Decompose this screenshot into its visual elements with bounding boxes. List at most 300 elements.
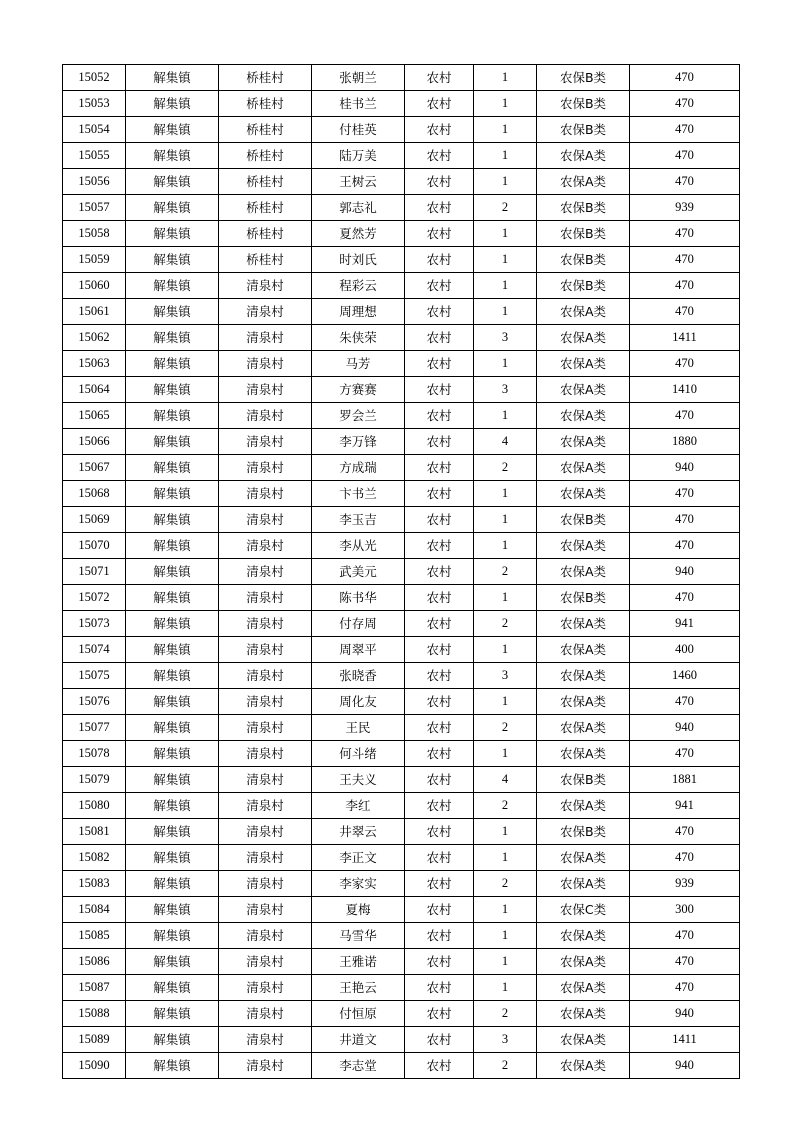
table-row <box>63 429 740 455</box>
table-cell: 470 <box>630 351 740 377</box>
table-row <box>63 689 740 715</box>
table-cell: 农保B类 <box>537 767 630 793</box>
table-cell: 解集镇 <box>126 481 219 507</box>
table-cell: 2 <box>474 455 537 481</box>
table-cell: 农村 <box>405 65 474 91</box>
table-body <box>63 65 740 1079</box>
table-cell: 农保A类 <box>537 351 630 377</box>
table-cell: 939 <box>630 871 740 897</box>
table-cell: 解集镇 <box>126 1027 219 1053</box>
table-cell: 1 <box>474 923 537 949</box>
table-cell: 470 <box>630 91 740 117</box>
table-cell: 15067 <box>63 455 126 481</box>
table-cell: 农村 <box>405 1027 474 1053</box>
table-cell: 1 <box>474 689 537 715</box>
table-cell: 15060 <box>63 273 126 299</box>
table-cell: 解集镇 <box>126 221 219 247</box>
table-cell: 清泉村 <box>219 975 312 1001</box>
table-cell: 解集镇 <box>126 65 219 91</box>
table-cell: 1410 <box>630 377 740 403</box>
table-cell: 15073 <box>63 611 126 637</box>
table-cell: 农保A类 <box>537 923 630 949</box>
table-cell: 15076 <box>63 689 126 715</box>
table-cell: 朱侠荣 <box>312 325 405 351</box>
table-cell: 农村 <box>405 169 474 195</box>
table-cell: 桥桂村 <box>219 169 312 195</box>
table-cell: 15064 <box>63 377 126 403</box>
table-cell: 470 <box>630 819 740 845</box>
table-cell: 1881 <box>630 767 740 793</box>
table-row <box>63 611 740 637</box>
table-cell: 农保A类 <box>537 1001 630 1027</box>
table-cell: 15079 <box>63 767 126 793</box>
table-cell: 解集镇 <box>126 637 219 663</box>
table-cell: 939 <box>630 195 740 221</box>
table-row <box>63 351 740 377</box>
table-row <box>63 1027 740 1053</box>
table-cell: 1 <box>474 949 537 975</box>
table-cell: 300 <box>630 897 740 923</box>
table-cell: 农村 <box>405 871 474 897</box>
table-cell: 15085 <box>63 923 126 949</box>
table-cell: 清泉村 <box>219 949 312 975</box>
table-cell: 940 <box>630 455 740 481</box>
table-cell: 农村 <box>405 559 474 585</box>
table-cell: 农村 <box>405 273 474 299</box>
table-row <box>63 221 740 247</box>
table-row <box>63 585 740 611</box>
table-cell: 农村 <box>405 1001 474 1027</box>
table-cell: 470 <box>630 143 740 169</box>
table-cell: 15061 <box>63 299 126 325</box>
table-cell: 郭志礼 <box>312 195 405 221</box>
table-cell: 何斗绪 <box>312 741 405 767</box>
table-row <box>63 117 740 143</box>
table-cell: 清泉村 <box>219 611 312 637</box>
table-cell: 清泉村 <box>219 1001 312 1027</box>
table-cell: 15054 <box>63 117 126 143</box>
table-row <box>63 949 740 975</box>
table-cell: 400 <box>630 637 740 663</box>
table-cell: 3 <box>474 1027 537 1053</box>
table-cell: 桥桂村 <box>219 221 312 247</box>
table-cell: 3 <box>474 325 537 351</box>
table-cell: 农保A类 <box>537 871 630 897</box>
table-cell: 清泉村 <box>219 741 312 767</box>
table-cell: 解集镇 <box>126 715 219 741</box>
table-cell: 农村 <box>405 429 474 455</box>
table-cell: 周翠平 <box>312 637 405 663</box>
table-cell: 15081 <box>63 819 126 845</box>
table-cell: 王民 <box>312 715 405 741</box>
table-cell: 解集镇 <box>126 663 219 689</box>
table-cell: 15089 <box>63 1027 126 1053</box>
table-cell: 470 <box>630 169 740 195</box>
table-cell: 2 <box>474 715 537 741</box>
table-row <box>63 715 740 741</box>
table-row <box>63 663 740 689</box>
table-cell: 解集镇 <box>126 949 219 975</box>
table-cell: 桥桂村 <box>219 91 312 117</box>
table-cell: 农村 <box>405 663 474 689</box>
table-cell: 941 <box>630 793 740 819</box>
table-cell: 15066 <box>63 429 126 455</box>
table-cell: 1 <box>474 351 537 377</box>
table-cell: 解集镇 <box>126 403 219 429</box>
table-row <box>63 533 740 559</box>
table-row <box>63 559 740 585</box>
table-cell: 940 <box>630 559 740 585</box>
table-cell: 清泉村 <box>219 325 312 351</box>
table-cell: 解集镇 <box>126 689 219 715</box>
table-cell: 解集镇 <box>126 91 219 117</box>
table-cell: 解集镇 <box>126 117 219 143</box>
table-cell: 15056 <box>63 169 126 195</box>
table-cell: 农村 <box>405 741 474 767</box>
table-cell: 清泉村 <box>219 585 312 611</box>
table-cell: 470 <box>630 65 740 91</box>
table-cell: 清泉村 <box>219 871 312 897</box>
table-cell: 15077 <box>63 715 126 741</box>
table-cell: 农村 <box>405 767 474 793</box>
table-row <box>63 819 740 845</box>
table-cell: 农保A类 <box>537 481 630 507</box>
table-cell: 农保A类 <box>537 429 630 455</box>
table-cell: 1 <box>474 637 537 663</box>
table-cell: 农村 <box>405 949 474 975</box>
table-cell: 解集镇 <box>126 793 219 819</box>
table-cell: 清泉村 <box>219 923 312 949</box>
table-cell: 2 <box>474 559 537 585</box>
table-cell: 清泉村 <box>219 481 312 507</box>
table-cell: 清泉村 <box>219 819 312 845</box>
table-cell: 农村 <box>405 481 474 507</box>
table-cell: 清泉村 <box>219 637 312 663</box>
table-cell: 1 <box>474 481 537 507</box>
table-row <box>63 143 740 169</box>
table-cell: 付存周 <box>312 611 405 637</box>
table-cell: 1411 <box>630 1027 740 1053</box>
table-cell: 清泉村 <box>219 403 312 429</box>
table-cell: 农村 <box>405 195 474 221</box>
table-row <box>63 741 740 767</box>
table-cell: 程彩云 <box>312 273 405 299</box>
table-cell: 2 <box>474 195 537 221</box>
table-cell: 解集镇 <box>126 819 219 845</box>
table-cell: 15072 <box>63 585 126 611</box>
table-cell: 470 <box>630 689 740 715</box>
table-cell: 农保B类 <box>537 819 630 845</box>
table-cell: 470 <box>630 403 740 429</box>
table-cell: 940 <box>630 715 740 741</box>
table-cell: 农保B类 <box>537 91 630 117</box>
table-cell: 解集镇 <box>126 767 219 793</box>
table-cell: 解集镇 <box>126 325 219 351</box>
table-cell: 清泉村 <box>219 377 312 403</box>
table-cell: 1 <box>474 507 537 533</box>
table-cell: 1 <box>474 819 537 845</box>
table-cell: 1 <box>474 143 537 169</box>
table-cell: 解集镇 <box>126 741 219 767</box>
table-cell: 农保A类 <box>537 455 630 481</box>
table-cell: 2 <box>474 871 537 897</box>
table-cell: 3 <box>474 663 537 689</box>
table-cell: 15088 <box>63 1001 126 1027</box>
table-cell: 马芳 <box>312 351 405 377</box>
table-cell: 15059 <box>63 247 126 273</box>
table-cell: 农保B类 <box>537 221 630 247</box>
table-cell: 解集镇 <box>126 585 219 611</box>
table-cell: 王夫义 <box>312 767 405 793</box>
table-row <box>63 767 740 793</box>
table-cell: 农保A类 <box>537 949 630 975</box>
table-cell: 农保B类 <box>537 585 630 611</box>
table-cell: 农村 <box>405 689 474 715</box>
table-cell: 农村 <box>405 845 474 871</box>
table-cell: 农保A类 <box>537 611 630 637</box>
table-cell: 1 <box>474 273 537 299</box>
table-cell: 王树云 <box>312 169 405 195</box>
table-cell: 农村 <box>405 1053 474 1079</box>
table-cell: 941 <box>630 611 740 637</box>
table-cell: 周化友 <box>312 689 405 715</box>
table-row <box>63 377 740 403</box>
table-cell: 马雪华 <box>312 923 405 949</box>
table-cell: 15069 <box>63 507 126 533</box>
table-cell: 940 <box>630 1053 740 1079</box>
table-cell: 1880 <box>630 429 740 455</box>
table-cell: 农保A类 <box>537 845 630 871</box>
table-cell: 清泉村 <box>219 767 312 793</box>
table-cell: 15058 <box>63 221 126 247</box>
table-cell: 清泉村 <box>219 715 312 741</box>
table-cell: 农保A类 <box>537 689 630 715</box>
table-cell: 1 <box>474 91 537 117</box>
table-cell: 农村 <box>405 221 474 247</box>
table-cell: 1 <box>474 169 537 195</box>
table-cell: 4 <box>474 767 537 793</box>
table-cell: 15087 <box>63 975 126 1001</box>
table-cell: 付桂英 <box>312 117 405 143</box>
table-cell: 农村 <box>405 377 474 403</box>
table-row <box>63 169 740 195</box>
table-cell: 农村 <box>405 611 474 637</box>
table-cell: 清泉村 <box>219 845 312 871</box>
table-cell: 农保A类 <box>537 377 630 403</box>
table-cell: 1 <box>474 741 537 767</box>
table-row <box>63 65 740 91</box>
table-cell: 农村 <box>405 637 474 663</box>
table-cell: 470 <box>630 845 740 871</box>
table-cell: 1411 <box>630 325 740 351</box>
table-cell: 农村 <box>405 351 474 377</box>
table-row <box>63 845 740 871</box>
table-cell: 清泉村 <box>219 897 312 923</box>
table-cell: 15080 <box>63 793 126 819</box>
table-cell: 清泉村 <box>219 1053 312 1079</box>
table-cell: 李万锋 <box>312 429 405 455</box>
table-cell: 解集镇 <box>126 299 219 325</box>
table-cell: 李红 <box>312 793 405 819</box>
table-cell: 470 <box>630 117 740 143</box>
table-cell: 解集镇 <box>126 169 219 195</box>
table-cell: 农村 <box>405 117 474 143</box>
table-cell: 1 <box>474 299 537 325</box>
table-row <box>63 1053 740 1079</box>
table-cell: 1 <box>474 117 537 143</box>
table-cell: 农保A类 <box>537 533 630 559</box>
table-cell: 15053 <box>63 91 126 117</box>
table-cell: 1 <box>474 533 537 559</box>
table-cell: 农保C类 <box>537 897 630 923</box>
table-cell: 农保A类 <box>537 325 630 351</box>
table-cell: 清泉村 <box>219 351 312 377</box>
table-cell: 清泉村 <box>219 663 312 689</box>
table-cell: 1 <box>474 403 537 429</box>
table-cell: 15063 <box>63 351 126 377</box>
table-cell: 2 <box>474 793 537 819</box>
table-cell: 清泉村 <box>219 689 312 715</box>
table-row <box>63 247 740 273</box>
table-cell: 方成瑞 <box>312 455 405 481</box>
table-cell: 农保A类 <box>537 559 630 585</box>
table-row <box>63 195 740 221</box>
table-cell: 桥桂村 <box>219 65 312 91</box>
table-cell: 15082 <box>63 845 126 871</box>
table-cell: 解集镇 <box>126 455 219 481</box>
table-cell: 470 <box>630 481 740 507</box>
table-row <box>63 91 740 117</box>
table-cell: 解集镇 <box>126 611 219 637</box>
table-cell: 1 <box>474 845 537 871</box>
table-cell: 农村 <box>405 403 474 429</box>
table-cell: 桂书兰 <box>312 91 405 117</box>
table-cell: 农保A类 <box>537 143 630 169</box>
table-cell: 桥桂村 <box>219 117 312 143</box>
table-cell: 470 <box>630 585 740 611</box>
table-cell: 470 <box>630 299 740 325</box>
table-cell: 解集镇 <box>126 351 219 377</box>
table-row <box>63 403 740 429</box>
table-cell: 解集镇 <box>126 533 219 559</box>
table-cell: 15055 <box>63 143 126 169</box>
table-cell: 2 <box>474 611 537 637</box>
table-cell: 解集镇 <box>126 1053 219 1079</box>
table-row <box>63 793 740 819</box>
table-cell: 清泉村 <box>219 273 312 299</box>
table-cell: 2 <box>474 1053 537 1079</box>
table-cell: 清泉村 <box>219 429 312 455</box>
table-cell: 农保A类 <box>537 715 630 741</box>
table-cell: 15070 <box>63 533 126 559</box>
table-cell: 农村 <box>405 325 474 351</box>
table-row <box>63 273 740 299</box>
table-row <box>63 481 740 507</box>
table-cell: 15075 <box>63 663 126 689</box>
table-cell: 农村 <box>405 507 474 533</box>
table-cell: 15052 <box>63 65 126 91</box>
table-cell: 井翠云 <box>312 819 405 845</box>
data-table <box>62 64 740 1079</box>
table-cell: 15084 <box>63 897 126 923</box>
table-cell: 农村 <box>405 299 474 325</box>
table-cell: 1 <box>474 221 537 247</box>
table-cell: 周理想 <box>312 299 405 325</box>
table-cell: 清泉村 <box>219 455 312 481</box>
table-row <box>63 1001 740 1027</box>
table-cell: 夏然芳 <box>312 221 405 247</box>
table-cell: 470 <box>630 741 740 767</box>
table-cell: 桥桂村 <box>219 247 312 273</box>
table-cell: 王雅诺 <box>312 949 405 975</box>
table-cell: 陈书华 <box>312 585 405 611</box>
table-cell: 解集镇 <box>126 897 219 923</box>
table-cell: 方赛赛 <box>312 377 405 403</box>
table-cell: 农保A类 <box>537 1053 630 1079</box>
table-cell: 农村 <box>405 533 474 559</box>
table-cell: 1460 <box>630 663 740 689</box>
table-cell: 清泉村 <box>219 533 312 559</box>
table-cell: 清泉村 <box>219 793 312 819</box>
table-row <box>63 871 740 897</box>
table-row <box>63 897 740 923</box>
table-cell: 解集镇 <box>126 975 219 1001</box>
table-cell: 解集镇 <box>126 247 219 273</box>
table-cell: 农保B类 <box>537 195 630 221</box>
table-cell: 1 <box>474 65 537 91</box>
table-cell: 2 <box>474 1001 537 1027</box>
table-cell: 付恒原 <box>312 1001 405 1027</box>
table-cell: 1 <box>474 585 537 611</box>
table-cell: 15062 <box>63 325 126 351</box>
table-cell: 470 <box>630 507 740 533</box>
table-cell: 470 <box>630 975 740 1001</box>
table-row <box>63 975 740 1001</box>
table-cell: 解集镇 <box>126 195 219 221</box>
table-cell: 农村 <box>405 143 474 169</box>
table-cell: 井道文 <box>312 1027 405 1053</box>
table-row <box>63 923 740 949</box>
table-cell: 农保A类 <box>537 741 630 767</box>
table-cell: 农村 <box>405 975 474 1001</box>
table-cell: 15078 <box>63 741 126 767</box>
table-cell: 15086 <box>63 949 126 975</box>
table-cell: 4 <box>474 429 537 455</box>
table-cell: 农村 <box>405 585 474 611</box>
table-cell: 470 <box>630 533 740 559</box>
table-cell: 农村 <box>405 455 474 481</box>
table-cell: 解集镇 <box>126 845 219 871</box>
table-row <box>63 455 740 481</box>
table-cell: 农保A类 <box>537 299 630 325</box>
table-cell: 清泉村 <box>219 1027 312 1053</box>
table-cell: 夏梅 <box>312 897 405 923</box>
table-cell: 农保A类 <box>537 169 630 195</box>
table-cell: 农保A类 <box>537 975 630 1001</box>
table-cell: 农保B类 <box>537 507 630 533</box>
table-cell: 470 <box>630 273 740 299</box>
table-cell: 张晓香 <box>312 663 405 689</box>
table-cell: 清泉村 <box>219 507 312 533</box>
table-cell: 15090 <box>63 1053 126 1079</box>
table-cell: 农村 <box>405 923 474 949</box>
table-cell: 农保B类 <box>537 65 630 91</box>
table-cell: 农村 <box>405 715 474 741</box>
table-cell: 解集镇 <box>126 143 219 169</box>
table-row <box>63 299 740 325</box>
table-cell: 清泉村 <box>219 299 312 325</box>
table-cell: 农保A类 <box>537 1027 630 1053</box>
